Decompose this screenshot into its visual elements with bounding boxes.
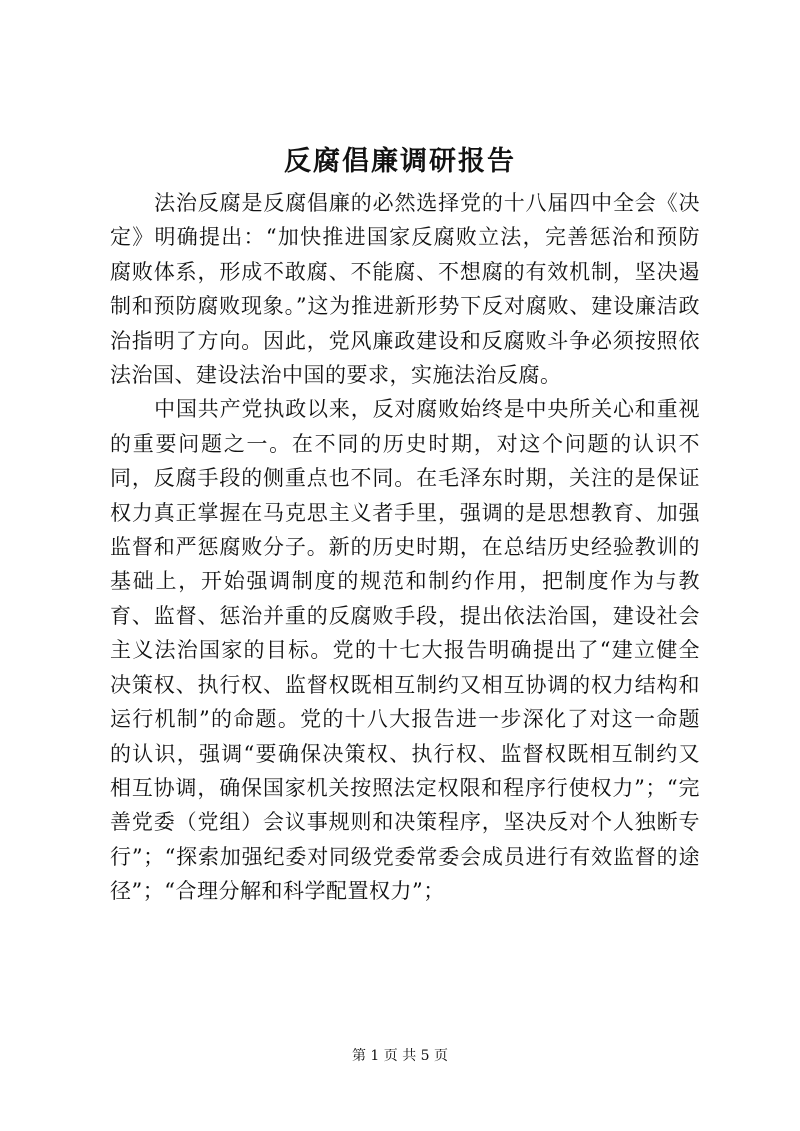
- page-footer: 第 1 页 共 5 页: [351, 1048, 449, 1064]
- paragraph-2: 中国共产党执政以来，反对腐败始终是中央所关心和重视的重要问题之一。在不同的历史时期，对这个问题的认识不同，反腐手段的侧重点也不同。在毛泽东时期，关注的是保证权力真正掌握在马克思主义者手里，强调的是思想教育、加强监督和严惩腐败分子。新的历史时期，在总结历史经验教训的基础上，开始强调制度的规范和制约作用，把制度作为与教育、监督、惩治并重的反腐败手段，提出依法治国，建设社会主义法治国家的目标。党的十七大报告明确提出了“建立健全决策权、执行权、监督权既相互制约又相互协调的权力结构和运行机制”的命题。党的十八大报告进一步深化了对这一命题的认识，强调“要确保决策权、执行权、监督权既相互制约又相互协调，确保国家机关按照法定权限和程序行使权力”；“完善党委（党组）会议事规则和决策程序，坚决反对个人独断专行”；“探索加强纪委对同级党委常委会成员进行有效监督的途径”；“合理分解和科学配置权力”；: [110, 397, 700, 904]
- document-title: 反腐倡廉调研报告: [284, 146, 516, 177]
- paragraph-1: 法治反腐是反腐倡廉的必然选择党的十八届四中全会《决定》明确提出：“加快推进国家反腐败立法，完善惩治和预防腐败体系，形成不敢腐、不能腐、不想腐的有效机制，坚决遏制和预防腐败现象。”这为推进新形势下反对腐败、建设廉洁政治指明了方向。因此，党风廉政建设和反腐败斗争必须按照依法治国、建设法治中国的要求，实施法治反腐。: [110, 191, 700, 388]
- document-body: [110, 186, 700, 909]
